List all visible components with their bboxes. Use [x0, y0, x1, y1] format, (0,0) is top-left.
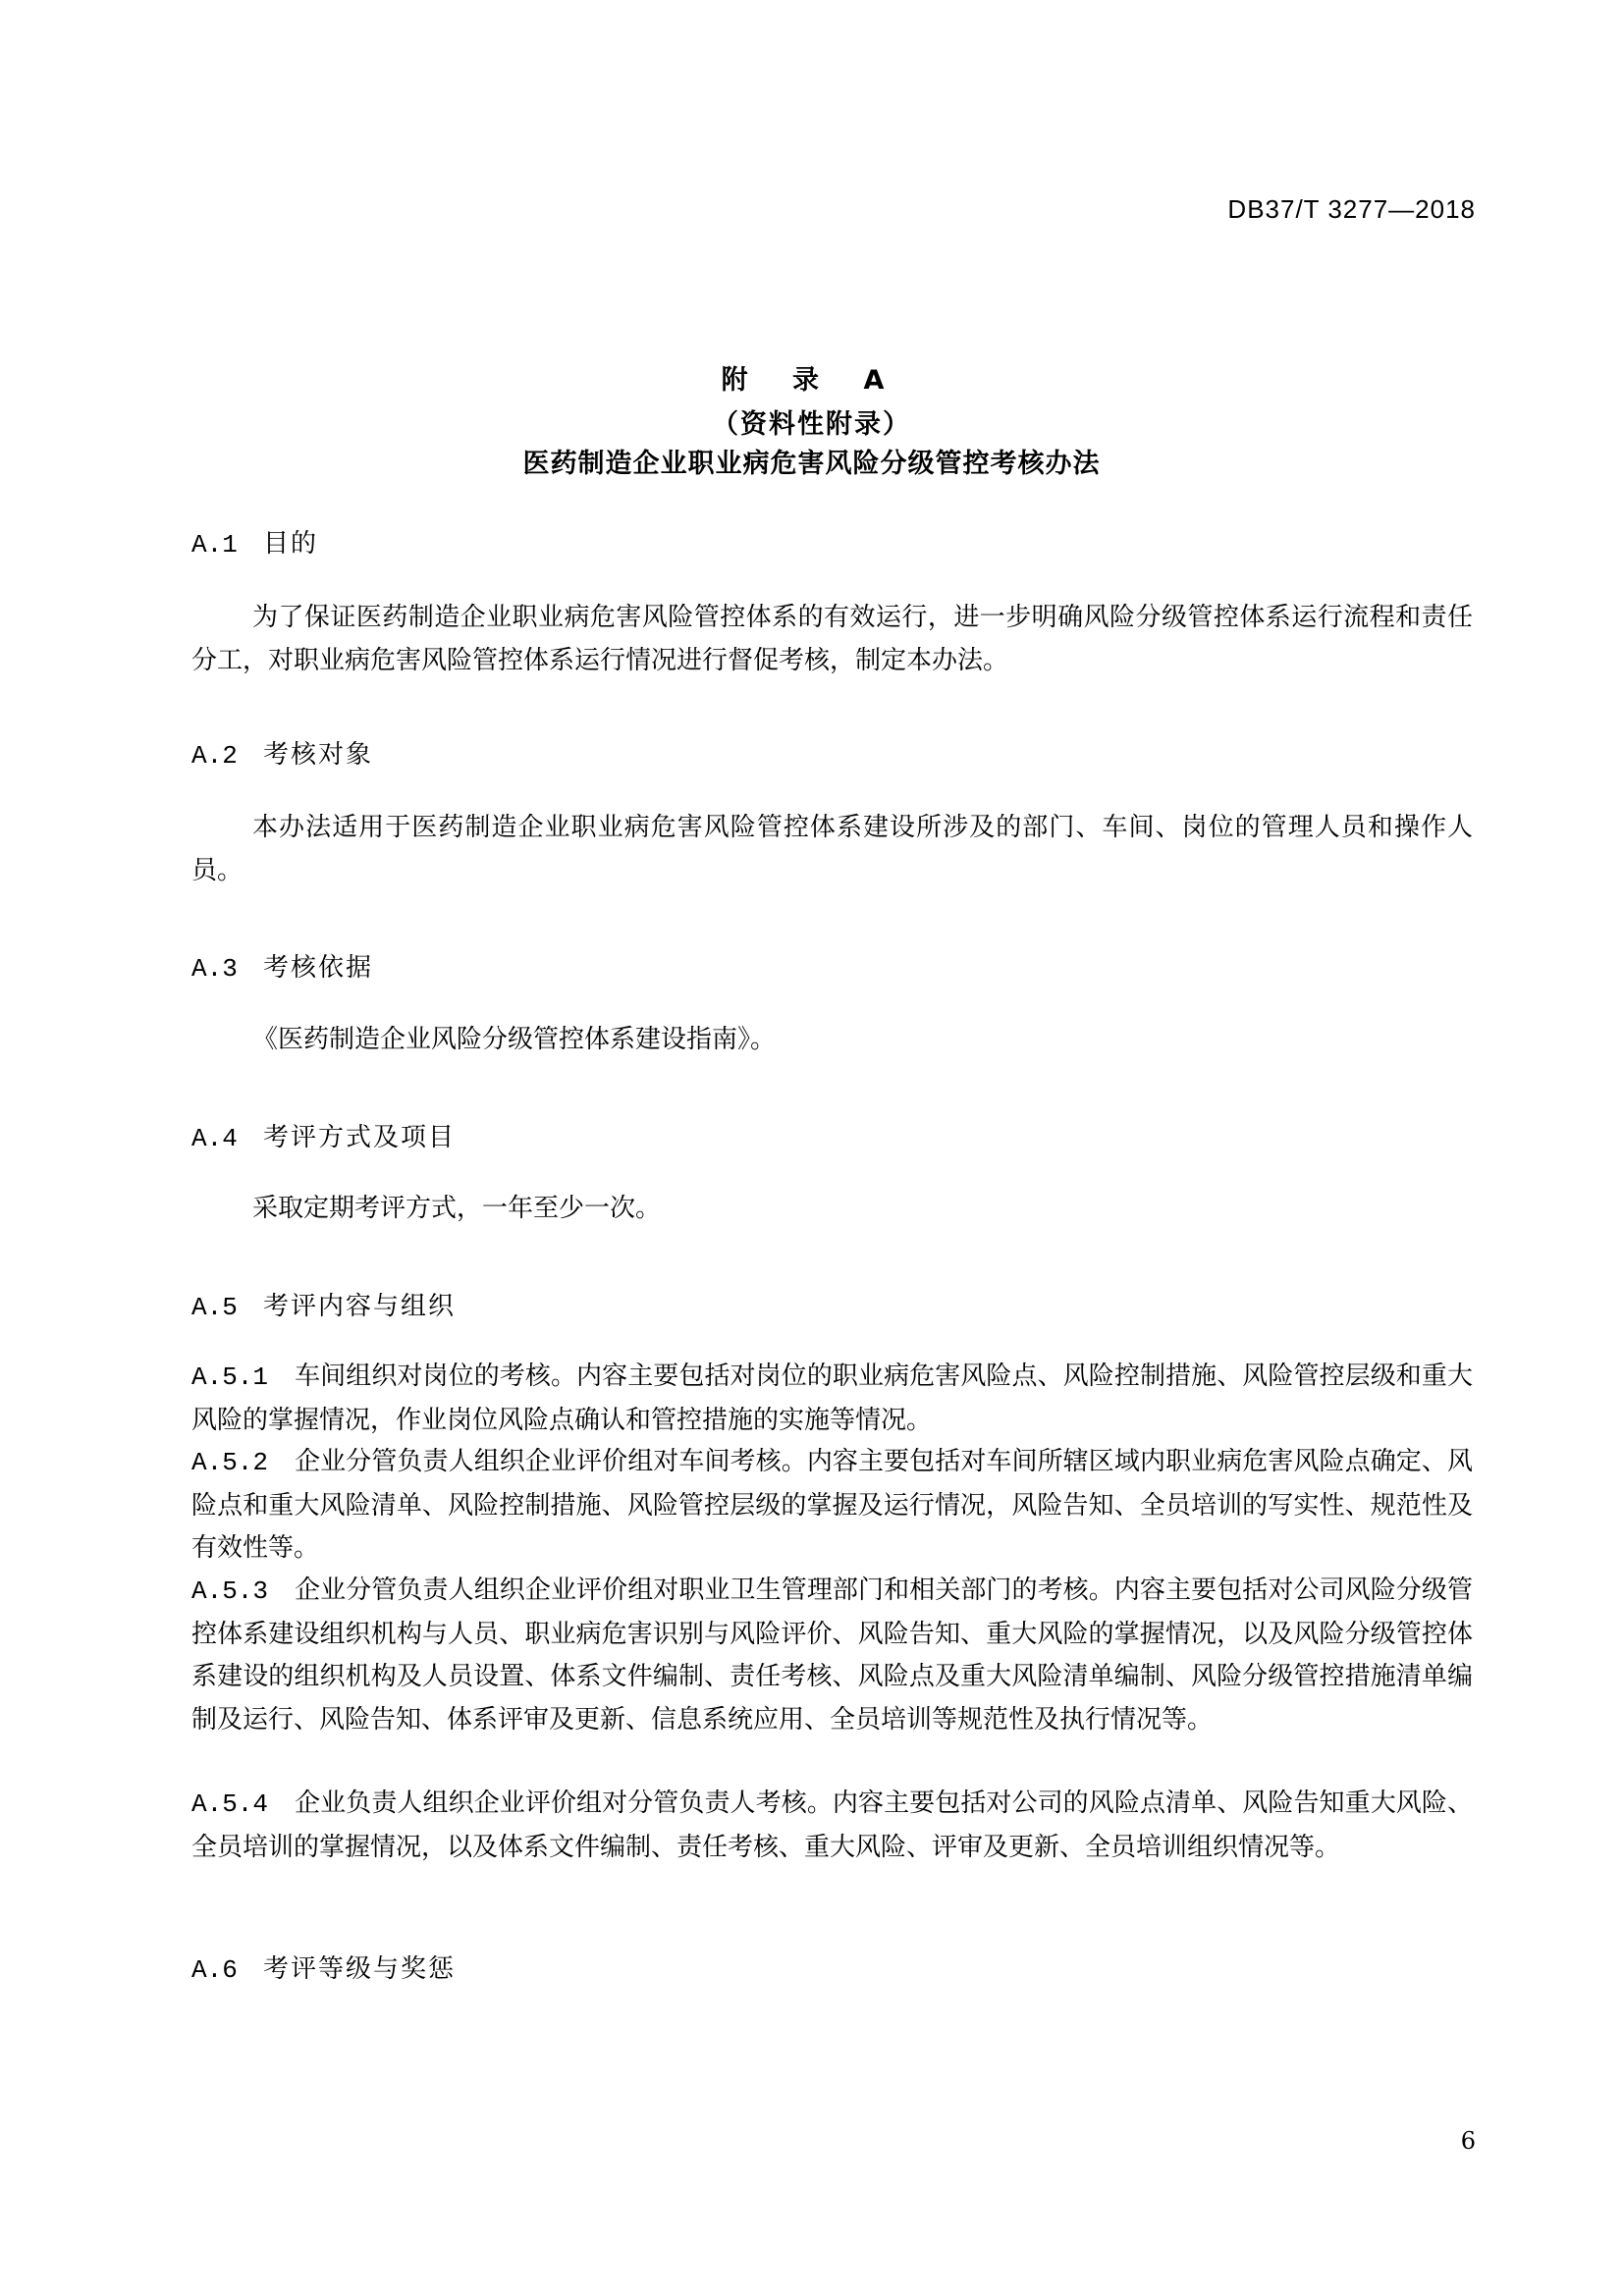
- section-heading-a5: [191, 1286, 456, 1322]
- appendix-type: （资料性附录）: [712, 409, 911, 440]
- section-heading-a3: [191, 947, 373, 984]
- section-body-a1: 为了保证医药制造企业职业病危害风险管控体系的有效运行，进一步明确风险分级管控体系运行流程和责任分工，对职业病危害风险管控体系运行情况进行督促考核，制定本办法。: [191, 603, 1473, 675]
- section-number: A.1: [191, 530, 238, 560]
- section-title: 考核对象: [263, 740, 374, 770]
- subsection-number: A.5.2: [191, 1448, 269, 1477]
- section-number: A.2: [191, 741, 238, 771]
- section-title: 考评等级与奖惩: [263, 1954, 457, 1984]
- section-title: 考评方式及项目: [263, 1123, 457, 1152]
- section-number: A.5: [191, 1293, 238, 1322]
- appendix-label: 附 录 A: [721, 365, 902, 396]
- section-body-a4: 采取定期考评方式，一年至少一次。: [252, 1194, 662, 1223]
- section-number: A.6: [191, 1955, 238, 1985]
- subsection-number: A.5.4: [191, 1789, 269, 1819]
- section-heading-a6: [191, 1949, 456, 1985]
- document-id: DB37/T 3277—2018: [1227, 194, 1476, 224]
- section-number: A.3: [191, 954, 238, 984]
- section-heading-a2: [191, 734, 373, 771]
- appendix-title: 医药制造企业职业病危害风险分级管控考核办法: [522, 449, 1101, 479]
- subsection-a5-1: [191, 1356, 1473, 1442]
- section-body-a3: 《医药制造企业风险分级管控体系建设指南》。: [252, 1025, 777, 1054]
- section-body-a2: 本办法适用于医药制造企业职业病危害风险管控体系建设所涉及的部门、车间、岗位的管理人员和操作人员。: [191, 813, 1473, 885]
- subsection-text: 车间组织对岗位的考核。内容主要包括对岗位的职业病危害风险点、风险控制措施、风险管控层级和重大风险的掌握情况，作业岗位风险点确认和管控措施的实施等情况。: [191, 1362, 1473, 1435]
- section-title: 目的: [263, 529, 319, 559]
- section-heading-a4: [191, 1117, 456, 1153]
- section-number: A.4: [191, 1124, 238, 1153]
- section-title: 考核依据: [263, 953, 374, 983]
- subsection-number: A.5.1: [191, 1362, 269, 1392]
- subsection-a5-2: [191, 1441, 1473, 1571]
- page-number: 6: [1460, 2127, 1476, 2155]
- section-heading-a1: [191, 523, 318, 560]
- subsection-a5-4: [191, 1783, 1473, 1869]
- subsection-number: A.5.3: [191, 1576, 269, 1606]
- section-title: 考评内容与组织: [263, 1292, 457, 1321]
- subsection-text: 企业分管负责人组织企业评价组对职业卫生管理部门和相关部门的考核。内容主要包括对公司风险分级管控体系建设组织机构与人员、职业病危害识别与风险评价、风险告知、重大风险的掌握情况，以及风险分级管控体系建设的组织机构及人员设置、体系文件编制、责任考核、风险点及重大风险清单编制、风险分级管控措施清单编制及运行、风险告知、体系评审及更新、信息系统应用、全员培训等规范性及执行情况等。: [191, 1575, 1473, 1735]
- subsection-text: 企业负责人组织企业评价组对分管负责人考核。内容主要包括对公司的风险点清单、风险告知重大风险、全员培训的掌握情况，以及体系文件编制、责任考核、重大风险、评审及更新、全员培训组织情况等。: [191, 1789, 1473, 1862]
- subsection-a5-3: [191, 1570, 1473, 1741]
- subsection-text: 企业分管负责人组织企业评价组对车间考核。内容主要包括对车间所辖区域内职业病危害风险点确定、风险点和重大风险清单、风险控制措施、风险管控层级的掌握及运行情况，风险告知、全员培训的写实性、规范性及有效性等。: [191, 1447, 1473, 1563]
